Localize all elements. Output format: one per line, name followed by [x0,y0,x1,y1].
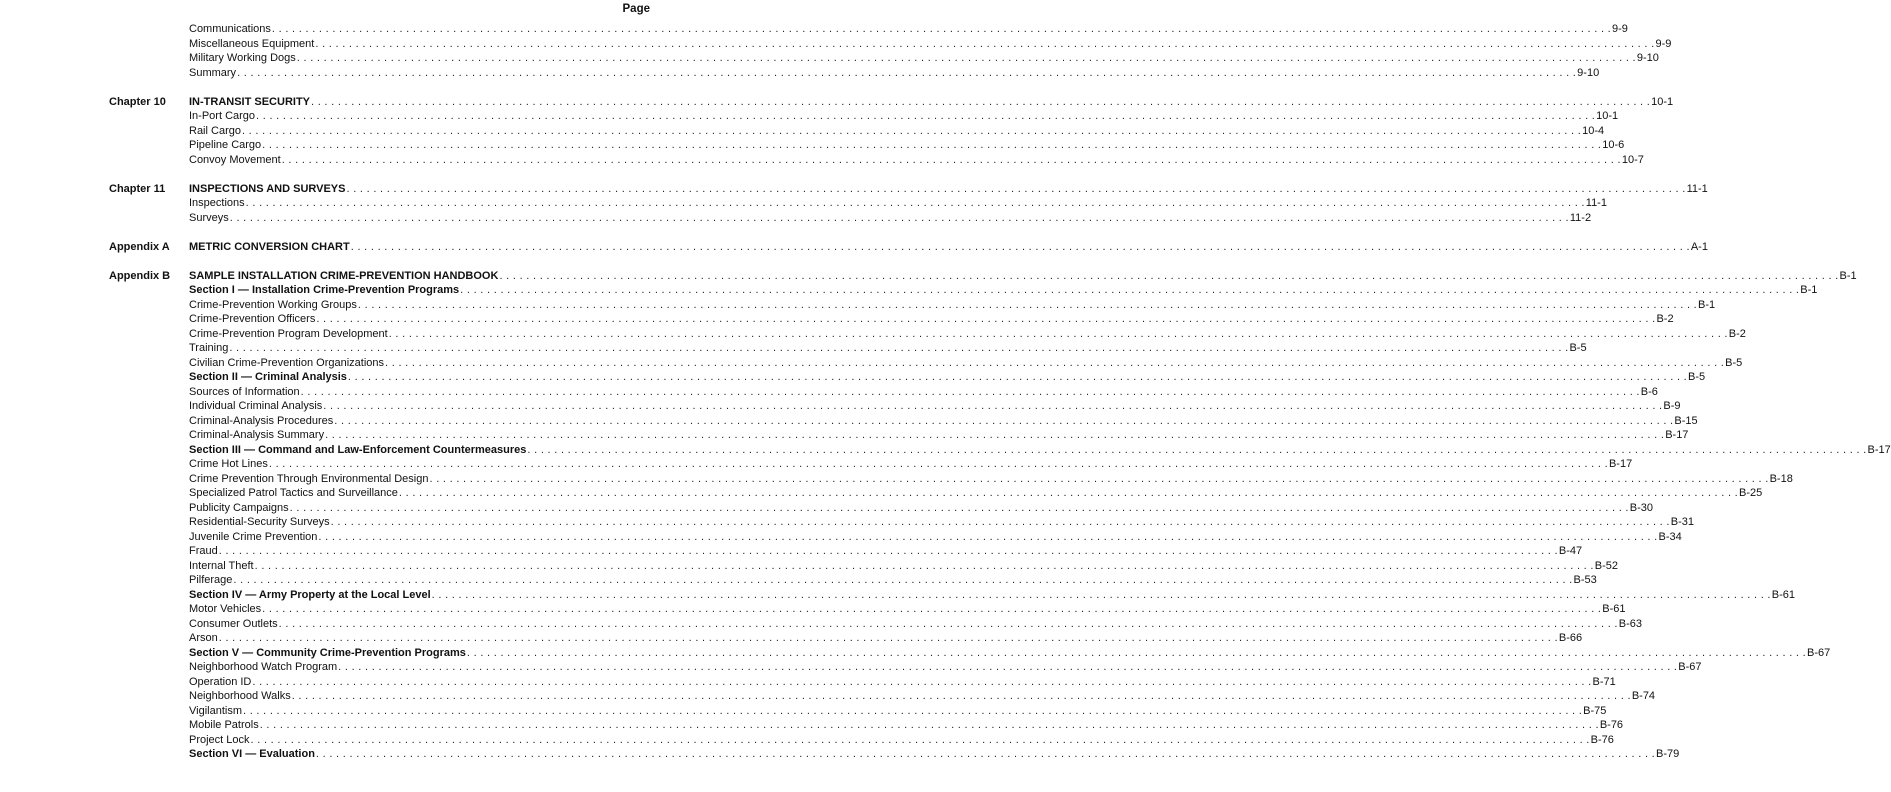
toc-entry-title: Training [189,342,229,354]
dot-leader: . . . . . . . . . . . . . . . . . . . . . . . . . . . . . . . . . . . . . . . . . . . . . . . . . . . . . . . . . . . . . . . . . . . . . . . . . . . . . . . . . . . . . . . . . . . . . . . . . . . . . . . . . . . . . . . . . . . . . . . . . . . . . . . . . . . . . . . . . . . . . . . . . . . . . . . . . . . . . . . . . . . . . . . . . . . . . . . . . . . . . . . . . . . . . . . . . . . . . . . . [323,400,1663,412]
toc-entry-body [189,341,1587,356]
toc-entry-title: Communications [189,23,271,35]
toc-group [0,182,1708,226]
toc-entry-page: B-63 [1618,617,1643,630]
toc-entry [0,240,1708,255]
toc-entry-body [189,675,1616,690]
toc-entry-title: Internal Theft [189,559,254,572]
dot-leader: . . . . . . . . . . . . . . . . . . . . . . . . . . . . . . . . . . . . . . . . . . . . . . . . . . . . . . . . . . . . . . . . . . . . . . . . . . . . . . . . . . . . . . . . . . . . . . . . . . . . . . . . . . . . . . . . . . . . . . . . . . . . . . . . . . . . . . . . . . . . . . . . . . . . . . . . . . . . . . . . . . . . . . . . . . . . . . . . . . . . . . . . . . . . . . . . . . . . . . . . [281,153,1621,166]
toc-entry-page: B-67 [1807,646,1831,659]
dot-leader: . . . . . . . . . . . . . . . . . . . . . . . . . . . . . . . . . . . . . . . . . . . . . . . . . . . . . . . . . . . . . . . . . . . . . . . . . . . . . . . . . . . . . . . . . . . . . . . . . . . . . . . . . . . . . . . . . . . . . . . . . . . . . . . . . . . . . . . . . . . . . . . . . . . . . . . . . . . . . . . . . . . . . . . . . . . . . . . . . . . . . . . . . . . . . . . . . . . . . . . . [262,139,1602,151]
toc-entry-title: Criminal-Analysis Procedures [189,414,334,427]
toc-entry-page: B-79 [1656,748,1680,760]
toc-entry [0,211,1592,226]
toc-entry-page: B-2 [1728,327,1746,340]
toc-entry-body [189,486,1763,501]
toc-entry-body [189,501,1654,516]
toc-entry-body [189,559,1618,574]
toc-entry-title: Section I — Installation Crime-Prevention Programs [189,284,460,296]
dot-leader: . . . . . . . . . . . . . . . . . . . . . . . . . . . . . . . . . . . . . . . . . . . . . . . . . . . . . . . . . . . . . . . . . . . . . . . . . . . . . . . . . . . . . . . . . . . . . . . . . . . . . . . . . . . . . . . . . . . . . . . . . . . . . . . . . . . . . . . . . . . . . . . . . . . . . . . . . . . . . . . . . . . . . . . . . . . . . . . . . . . . . . . . . . . . . . . . . . . . . . . . [350,240,1690,253]
toc-entry-body [189,617,1643,632]
dot-leader: . . . . . . . . . . . . . . . . . . . . . . . . . . . . . . . . . . . . . . . . . . . . . . . . . . . . . . . . . . . . . . . . . . . . . . . . . . . . . . . . . . . . . . . . . . . . . . . . . . . . . . . . . . . . . . . . . . . . . . . . . . . . . . . . . . . . . . . . . . . . . . . . . . . . . . . . . . . . . . . . . . . . . . . . . . . . . . . . . . . . . . . . . . . . . . . . . . . . . . . . [268,458,1608,470]
toc-entry-title: In-Port Cargo [189,110,256,122]
toc-entry-page: B-1 [1800,284,1818,296]
toc-entry-page: B-15 [1674,414,1698,427]
toc-entry-page: B-1 [1698,298,1716,311]
toc-entry-title: Crime Prevention Through Environmental Design [189,472,429,485]
toc-entry-body [189,399,1681,414]
toc-entry-title: SAMPLE INSTALLATION CRIME-PREVENTION HANDBOOK [189,269,499,282]
dot-leader: . . . . . . . . . . . . . . . . . . . . . . . . . . . . . . . . . . . . . . . . . . . . . . . . . . . . . . . . . . . . . . . . . . . . . . . . . . . . . . . . . . . . . . . . . . . . . . . . . . . . . . . . . . . . . . . . . . . . . . . . . . . . . . . . . . . . . . . . . . . . . . . . . . . . . . . . . . . . . . . . . . . . . . . . . . . . . . . . . . . . . . . . . . . . . . . . . . . . . . . . [315,37,1655,50]
toc-entry [0,370,1706,385]
toc-entry [0,428,1689,443]
toc-entry-title: Convoy Movement [189,153,281,166]
toc-entry [0,443,1891,458]
toc-entry [0,138,1625,153]
toc-entry-page: B-76 [1590,733,1614,746]
toc-entry-page: B-66 [1558,632,1583,644]
toc-entry-body [189,37,1672,52]
toc-entry-title: Military Working Dogs [189,52,296,64]
toc-entry-page: 10-1 [1596,110,1619,122]
toc-entry [0,109,1619,124]
toc-entry [0,153,1644,168]
toc-entry-body [189,573,1597,588]
toc-group [0,269,1891,762]
toc-entry-body [189,457,1633,472]
toc-entry-title: INSPECTIONS AND SURVEYS [189,182,346,195]
dot-leader: . . . . . . . . . . . . . . . . . . . . . . . . . . . . . . . . . . . . . . . . . . . . . . . . . . . . . . . . . . . . . . . . . . . . . . . . . . . . . . . . . . . . . . . . . . . . . . . . . . . . . . . . . . . . . . . . . . . . . . . . . . . . . . . . . . . . . . . . . . . . . . . . . . . . . . . . . . . . . . . . . . . . . . . . . . . . . . . . . . . . . . . . . . . . . . . . . . . . . . . . [291,690,1631,702]
toc-entry-page: 9-10 [1636,52,1659,64]
toc-entry-body [189,530,1682,545]
toc-entry-title: Arson [189,632,218,644]
toc-entry [0,196,1607,211]
toc-entry-title: Residential-Security Surveys [189,516,330,528]
toc-entry [0,675,1616,690]
toc-entry-body [189,631,1583,646]
toc-entry [0,486,1763,501]
toc-entry-title: Crime-Prevention Working Groups [189,298,357,311]
toc-entry-body [189,544,1583,559]
toc-entry-title: Section V — Community Crime-Prevention Programs [189,646,466,659]
page-column-header: Page [622,3,650,15]
dot-leader: . . . . . . . . . . . . . . . . . . . . . . . . . . . . . . . . . . . . . . . . . . . . . . . . . . . . . . . . . . . . . . . . . . . . . . . . . . . . . . . . . . . . . . . . . . . . . . . . . . . . . . . . . . . . . . . . . . . . . . . . . . . . . . . . . . . . . . . . . . . . . . . . . . . . . . . . . . . . . . . . . . . . . . . . . . . . . . . . . . . . . . . . . . . . . . . . . . . . . . . . [243,704,1583,717]
toc-entry-page: B-47 [1558,545,1583,557]
toc-entry-page: B-76 [1599,719,1624,731]
toc-entry-page: 10-4 [1582,124,1605,137]
toc-entry-page: B-6 [1640,385,1658,398]
toc-entry-title: Civilian Crime-Prevention Organizations [189,356,385,369]
toc-entry-body [189,211,1592,226]
toc-entry-body [189,472,1793,487]
toc-entry [0,530,1682,545]
toc-entry [0,283,1818,298]
toc-entry-title: Summary [189,66,237,79]
toc-entry-body [189,428,1689,443]
toc-entry [0,573,1597,588]
toc-entry [0,631,1583,646]
toc-entry [0,95,1674,110]
toc-entry-body [189,689,1656,704]
toc-entry [0,515,1694,530]
toc-entry-page: B-17 [1867,443,1891,456]
toc-entry-title: Crime-Prevention Program Development [189,327,388,340]
dot-leader: . . . . . . . . . . . . . . . . . . . . . . . . . . . . . . . . . . . . . . . . . . . . . . . . . . . . . . . . . . . . . . . . . . . . . . . . . . . . . . . . . . . . . . . . . . . . . . . . . . . . . . . . . . . . . . . . . . . . . . . . . . . . . . . . . . . . . . . . . . . . . . . . . . . . . . . . . . . . . . . . . . . . . . . . . . . . . . . . . . . . . . . . . . . . . . . . . . . . . . . . [527,443,1867,456]
toc-entry-title: Publicity Campaigns [189,501,289,514]
toc-entry-body [189,385,1658,400]
dot-leader: . . . . . . . . . . . . . . . . . . . . . . . . . . . . . . . . . . . . . . . . . . . . . . . . . . . . . . . . . . . . . . . . . . . . . . . . . . . . . . . . . . . . . . . . . . . . . . . . . . . . . . . . . . . . . . . . . . . . . . . . . . . . . . . . . . . . . . . . . . . . . . . . . . . . . . . . . . . . . . . . . . . . . . . . . . . . . . . . . . . . . . . . . . . . . . . . . . . . . . . . [289,501,1629,514]
toc-entry-body [189,356,1743,371]
toc-entry [0,124,1605,139]
dot-leader: . . . . . . . . . . . . . . . . . . . . . . . . . . . . . . . . . . . . . . . . . . . . . . . . . . . . . . . . . . . . . . . . . . . . . . . . . . . . . . . . . . . . . . . . . . . . . . . . . . . . . . . . . . . . . . . . . . . . . . . . . . . . . . . . . . . . . . . . . . . . . . . . . . . . . . . . . . . . . . . . . . . . . . . . . . . . . . . . . . . . . . . . . . . . . . . . . . . . . . . . [233,574,1573,586]
toc-entry [0,646,1831,661]
toc-entry-title: Neighborhood Walks [189,690,291,702]
toc-entry-body [189,283,1818,298]
toc-entry-page: 9-10 [1577,66,1600,79]
toc-entry-page: 11-1 [1686,182,1708,195]
dot-leader: . . . . . . . . . . . . . . . . . . . . . . . . . . . . . . . . . . . . . . . . . . . . . . . . . . . . . . . . . . . . . . . . . . . . . . . . . . . . . . . . . . . . . . . . . . . . . . . . . . . . . . . . . . . . . . . . . . . . . . . . . . . . . . . . . . . . . . . . . . . . . . . . . . . . . . . . . . . . . . . . . . . . . . . . . . . . . . . . . . . . . . . . . . . . . . . . . . . . . . . . [229,211,1569,224]
toc-entry [0,341,1587,356]
toc-entry-page: B-75 [1583,704,1607,717]
dot-leader: . . . . . . . . . . . . . . . . . . . . . . . . . . . . . . . . . . . . . . . . . . . . . . . . . . . . . . . . . . . . . . . . . . . . . . . . . . . . . . . . . . . . . . . . . . . . . . . . . . . . . . . . . . . . . . . . . . . . . . . . . . . . . . . . . . . . . . . . . . . . . . . . . . . . . . . . . . . . . . . . . . . . . . . . . . . . . . . . . . . . . . . . . . . . . . . . . . . . . . . . [460,284,1800,296]
toc-entry-page: B-52 [1594,559,1618,572]
toc-entry-body [189,95,1674,110]
toc-entry [0,602,1626,617]
toc-division-label: Chapter 11 [109,182,166,195]
dot-leader: . . . . . . . . . . . . . . . . . . . . . . . . . . . . . . . . . . . . . . . . . . . . . . . . . . . . . . . . . . . . . . . . . . . . . . . . . . . . . . . . . . . . . . . . . . . . . . . . . . . . . . . . . . . . . . . . . . . . . . . . . . . . . . . . . . . . . . . . . . . . . . . . . . . . . . . . . . . . . . . . . . . . . . . . . . . . . . . . . . . . . . . . . . . . . . . . . . . . . . . . [338,661,1678,673]
toc-entry-page: B-61 [1771,588,1796,601]
toc-group [0,95,1674,168]
toc-entry [0,356,1743,371]
dot-leader: . . . . . . . . . . . . . . . . . . . . . . . . . . . . . . . . . . . . . . . . . . . . . . . . . . . . . . . . . . . . . . . . . . . . . . . . . . . . . . . . . . . . . . . . . . . . . . . . . . . . . . . . . . . . . . . . . . . . . . . . . . . . . . . . . . . . . . . . . . . . . . . . . . . . . . . . . . . . . . . . . . . . . . . . . . . . . . . . . . . . . . . . . . . . . . . . . . . . . . . . [388,327,1728,340]
dot-leader: . . . . . . . . . . . . . . . . . . . . . . . . . . . . . . . . . . . . . . . . . . . . . . . . . . . . . . . . . . . . . . . . . . . . . . . . . . . . . . . . . . . . . . . . . . . . . . . . . . . . . . . . . . . . . . . . . . . . . . . . . . . . . . . . . . . . . . . . . . . . . . . . . . . . . . . . . . . . . . . . . . . . . . . . . . . . . . . . . . . . . . . . . . . . . . . . . . . . . . . . [429,472,1769,485]
toc-entry [0,182,1708,197]
toc-entry-page: B-61 [1602,603,1626,615]
dot-leader: . . . . . . . . . . . . . . . . . . . . . . . . . . . . . . . . . . . . . . . . . . . . . . . . . . . . . . . . . . . . . . . . . . . . . . . . . . . . . . . . . . . . . . . . . . . . . . . . . . . . . . . . . . . . . . . . . . . . . . . . . . . . . . . . . . . . . . . . . . . . . . . . . . . . . . . . . . . . . . . . . . . . . . . . . . . . . . . . . . . . . . . . . . . . . . . . . . . . . . . . [385,356,1725,369]
toc-entry [0,327,1746,342]
toc-entry [0,660,1702,675]
toc-entry [0,689,1656,704]
toc-entry [0,298,1716,313]
toc-entry-body [189,370,1706,385]
toc-entry [0,501,1654,516]
dot-leader: . . . . . . . . . . . . . . . . . . . . . . . . . . . . . . . . . . . . . . . . . . . . . . . . . . . . . . . . . . . . . . . . . . . . . . . . . . . . . . . . . . . . . . . . . . . . . . . . . . . . . . . . . . . . . . . . . . . . . . . . . . . . . . . . . . . . . . . . . . . . . . . . . . . . . . . . . . . . . . . . . . . . . . . . . . . . . . . . . . . . . . . . . . . . . . . . . . . . . . . . [229,342,1569,354]
toc-entry [0,269,1857,284]
table-of-contents [0,22,1891,776]
dot-leader: . . . . . . . . . . . . . . . . . . . . . . . . . . . . . . . . . . . . . . . . . . . . . . . . . . . . . . . . . . . . . . . . . . . . . . . . . . . . . . . . . . . . . . . . . . . . . . . . . . . . . . . . . . . . . . . . . . . . . . . . . . . . . . . . . . . . . . . . . . . . . . . . . . . . . . . . . . . . . . . . . . . . . . . . . . . . . . . . . . . . . . . . . . . . . . . . . . . . . . . . [357,298,1698,311]
toc-group [0,240,1708,255]
toc-entry-body [189,153,1644,168]
toc-entry-body [189,704,1607,719]
toc-entry-page: B-71 [1592,675,1616,688]
toc-entry-body [189,22,1628,37]
toc-entry-title: Section IV — Army Property at the Local Level [189,588,431,601]
toc-entry-body [189,327,1746,342]
toc-entry [0,414,1698,429]
toc-entry [0,747,1680,762]
dot-leader: . . . . . . . . . . . . . . . . . . . . . . . . . . . . . . . . . . . . . . . . . . . . . . . . . . . . . . . . . . . . . . . . . . . . . . . . . . . . . . . . . . . . . . . . . . . . . . . . . . . . . . . . . . . . . . . . . . . . . . . . . . . . . . . . . . . . . . . . . . . . . . . . . . . . . . . . . . . . . . . . . . . . . . . . . . . . . . . . . . . . . . . . . . . . . . . . . . . . . . . . [346,182,1686,195]
dot-leader: . . . . . . . . . . . . . . . . . . . . . . . . . . . . . . . . . . . . . . . . . . . . . . . . . . . . . . . . . . . . . . . . . . . . . . . . . . . . . . . . . . . . . . . . . . . . . . . . . . . . . . . . . . . . . . . . . . . . . . . . . . . . . . . . . . . . . . . . . . . . . . . . . . . . . . . . . . . . . . . . . . . . . . . . . . . . . . . . . . . . . . . . . . . . . . . . . . . . . . . . [245,197,1585,209]
toc-entry-body [189,515,1694,530]
toc-entry-page: 10-6 [1602,139,1625,151]
toc-entry-title: Crime-Prevention Officers [189,313,316,325]
toc-entry-body [189,312,1674,327]
toc-entry-page: B-34 [1658,530,1682,543]
dot-leader: . . . . . . . . . . . . . . . . . . . . . . . . . . . . . . . . . . . . . . . . . . . . . . . . . . . . . . . . . . . . . . . . . . . . . . . . . . . . . . . . . . . . . . . . . . . . . . . . . . . . . . . . . . . . . . . . . . . . . . . . . . . . . . . . . . . . . . . . . . . . . . . . . . . . . . . . . . . . . . . . . . . . . . . . . . . . . . . . . . . . . . . . . . . . . . . . . . . . . . . . [315,748,1656,760]
toc-entry [0,472,1793,487]
dot-leader: . . . . . . . . . . . . . . . . . . . . . . . . . . . . . . . . . . . . . . . . . . . . . . . . . . . . . . . . . . . . . . . . . . . . . . . . . . . . . . . . . . . . . . . . . . . . . . . . . . . . . . . . . . . . . . . . . . . . . . . . . . . . . . . . . . . . . . . . . . . . . . . . . . . . . . . . . . . . . . . . . . . . . . . . . . . . . . . . . . . . . . . . . . . . . . . . . . . . . . . . [218,632,1558,644]
dot-leader: . . . . . . . . . . . . . . . . . . . . . . . . . . . . . . . . . . . . . . . . . . . . . . . . . . . . . . . . . . . . . . . . . . . . . . . . . . . . . . . . . . . . . . . . . . . . . . . . . . . . . . . . . . . . . . . . . . . . . . . . . . . . . . . . . . . . . . . . . . . . . . . . . . . . . . . . . . . . . . . . . . . . . . . . . . . . . . . . . . . . . . . . . . . . . . . . . . . . . . . . [296,52,1636,64]
toc-entry-title: Pilferage [189,574,233,586]
toc-entry-title: Specialized Patrol Tactics and Surveillance [189,487,398,499]
toc-entry-page: 9-9 [1612,23,1628,35]
dot-leader: . . . . . . . . . . . . . . . . . . . . . . . . . . . . . . . . . . . . . . . . . . . . . . . . . . . . . . . . . . . . . . . . . . . . . . . . . . . . . . . . . . . . . . . . . . . . . . . . . . . . . . . . . . . . . . . . . . . . . . . . . . . . . . . . . . . . . . . . . . . . . . . . . . . . . . . . . . . . . . . . . . . . . . . . . . . . . . . . . . . . . . . . . . . . . . . . . . . . . . . . [431,588,1771,601]
toc-entry-page: B-53 [1573,574,1597,586]
toc-entry-page: 10-1 [1651,95,1674,108]
dot-leader: . . . . . . . . . . . . . . . . . . . . . . . . . . . . . . . . . . . . . . . . . . . . . . . . . . . . . . . . . . . . . . . . . . . . . . . . . . . . . . . . . . . . . . . . . . . . . . . . . . . . . . . . . . . . . . . . . . . . . . . . . . . . . . . . . . . . . . . . . . . . . . . . . . . . . . . . . . . . . . . . . . . . . . . . . . . . . . . . . . . . . . . . . . . . . . . . . . . . . . . . [316,313,1656,325]
dot-leader: . . . . . . . . . . . . . . . . . . . . . . . . . . . . . . . . . . . . . . . . . . . . . . . . . . . . . . . . . . . . . . . . . . . . . . . . . . . . . . . . . . . . . . . . . . . . . . . . . . . . . . . . . . . . . . . . . . . . . . . . . . . . . . . . . . . . . . . . . . . . . . . . . . . . . . . . . . . . . . . . . . . . . . . . . . . . . . . . . . . . . . . . . . . . . . . . . . . . . . . . [271,23,1612,35]
toc-entry-title: IN-TRANSIT SECURITY [189,95,310,108]
toc-entry-body [189,298,1716,313]
toc-entry-title: Section II — Criminal Analysis [189,371,347,383]
toc-division-label: Appendix B [109,269,171,282]
toc-entry-title: Section III — Command and Law-Enforcement Countermeasures [189,443,527,456]
toc-entry-title: Rail Cargo [189,124,241,137]
toc-entry-page: B-74 [1631,690,1656,702]
dot-leader: . . . . . . . . . . . . . . . . . . . . . . . . . . . . . . . . . . . . . . . . . . . . . . . . . . . . . . . . . . . . . . . . . . . . . . . . . . . . . . . . . . . . . . . . . . . . . . . . . . . . . . . . . . . . . . . . . . . . . . . . . . . . . . . . . . . . . . . . . . . . . . . . . . . . . . . . . . . . . . . . . . . . . . . . . . . . . . . . . . . . . . . . . . . . . . . . . . . . . . . . [311,95,1651,108]
toc-entry [0,704,1607,719]
toc-entry [0,457,1633,472]
toc-entry-page: B-5 [1688,371,1706,383]
dot-leader: . . . . . . . . . . . . . . . . . . . . . . . . . . . . . . . . . . . . . . . . . . . . . . . . . . . . . . . . . . . . . . . . . . . . . . . . . . . . . . . . . . . . . . . . . . . . . . . . . . . . . . . . . . . . . . . . . . . . . . . . . . . . . . . . . . . . . . . . . . . . . . . . . . . . . . . . . . . . . . . . . . . . . . . . . . . . . . . . . . . . . . . . . . . . . . . . . . . . . . . . [398,487,1739,499]
toc-entry-page: 11-1 [1585,197,1607,209]
toc-division-label: Chapter 10 [109,95,166,108]
toc-entry [0,544,1583,559]
toc-entry-title: Crime Hot Lines [189,458,268,470]
toc-entry-body [189,182,1708,197]
toc-entry [0,385,1658,400]
dot-leader: . . . . . . . . . . . . . . . . . . . . . . . . . . . . . . . . . . . . . . . . . . . . . . . . . . . . . . . . . . . . . . . . . . . . . . . . . . . . . . . . . . . . . . . . . . . . . . . . . . . . . . . . . . . . . . . . . . . . . . . . . . . . . . . . . . . . . . . . . . . . . . . . . . . . . . . . . . . . . . . . . . . . . . . . . . . . . . . . . . . . . . . . . . . . . . . . . . . . . . . . [254,559,1594,572]
toc-entry-page: B-17 [1608,458,1633,470]
dot-leader: . . . . . . . . . . . . . . . . . . . . . . . . . . . . . . . . . . . . . . . . . . . . . . . . . . . . . . . . . . . . . . . . . . . . . . . . . . . . . . . . . . . . . . . . . . . . . . . . . . . . . . . . . . . . . . . . . . . . . . . . . . . . . . . . . . . . . . . . . . . . . . . . . . . . . . . . . . . . . . . . . . . . . . . . . . . . . . . . . . . . . . . . . . . . . . . . . . . . . . . . [262,603,1602,615]
toc-entry-page: B-31 [1670,516,1694,528]
toc-entry-page: B-5 [1569,342,1587,354]
toc-entry [0,617,1643,632]
toc-entry-title: Criminal-Analysis Summary [189,429,325,441]
dot-leader: . . . . . . . . . . . . . . . . . . . . . . . . . . . . . . . . . . . . . . . . . . . . . . . . . . . . . . . . . . . . . . . . . . . . . . . . . . . . . . . . . . . . . . . . . . . . . . . . . . . . . . . . . . . . . . . . . . . . . . . . . . . . . . . . . . . . . . . . . . . . . . . . . . . . . . . . . . . . . . . . . . . . . . . . . . . . . . . . . . . . . . . . . . . . . . . . . . . . . . . . [318,530,1658,543]
dot-leader: . . . . . . . . . . . . . . . . . . . . . . . . . . . . . . . . . . . . . . . . . . . . . . . . . . . . . . . . . . . . . . . . . . . . . . . . . . . . . . . . . . . . . . . . . . . . . . . . . . . . . . . . . . . . . . . . . . . . . . . . . . . . . . . . . . . . . . . . . . . . . . . . . . . . . . . . . . . . . . . . . . . . . . . . . . . . . . . . . . . . . . . . . . . . . . . . . . . . . . . . [278,617,1618,630]
toc-entry [0,312,1674,327]
toc-entry [0,733,1614,748]
toc-group [0,22,1672,80]
toc-entry-page: B-67 [1678,661,1702,673]
toc-entry-title: Operation ID [189,675,252,688]
toc-entry-title: Sources of Information [189,385,300,398]
toc-entry [0,559,1618,574]
toc-entry [0,37,1672,52]
toc-entry-page: B-17 [1665,429,1689,441]
toc-entry-title: Project Lock [189,733,250,746]
toc-entry-page: B-9 [1663,400,1681,412]
toc-entry-page: B-25 [1739,487,1763,499]
toc-entry-title: Mobile Patrols [189,719,259,731]
dot-leader: . . . . . . . . . . . . . . . . . . . . . . . . . . . . . . . . . . . . . . . . . . . . . . . . . . . . . . . . . . . . . . . . . . . . . . . . . . . . . . . . . . . . . . . . . . . . . . . . . . . . . . . . . . . . . . . . . . . . . . . . . . . . . . . . . . . . . . . . . . . . . . . . . . . . . . . . . . . . . . . . . . . . . . . . . . . . . . . . . . . . . . . . . . . . . . . . . . . . . . . . [466,646,1806,659]
dot-leader: . . . . . . . . . . . . . . . . . . . . . . . . . . . . . . . . . . . . . . . . . . . . . . . . . . . . . . . . . . . . . . . . . . . . . . . . . . . . . . . . . . . . . . . . . . . . . . . . . . . . . . . . . . . . . . . . . . . . . . . . . . . . . . . . . . . . . . . . . . . . . . . . . . . . . . . . . . . . . . . . . . . . . . . . . . . . . . . . . . . . . . . . . . . . . . . . . . . . . . . . [499,269,1839,282]
toc-entry [0,718,1624,733]
toc-entry-title: Vigilantism [189,704,242,717]
toc-entry-page: B-2 [1656,313,1674,325]
toc-entry-title: Inspections [189,197,245,209]
toc-entry-page: B-30 [1629,501,1654,514]
dot-leader: . . . . . . . . . . . . . . . . . . . . . . . . . . . . . . . . . . . . . . . . . . . . . . . . . . . . . . . . . . . . . . . . . . . . . . . . . . . . . . . . . . . . . . . . . . . . . . . . . . . . . . . . . . . . . . . . . . . . . . . . . . . . . . . . . . . . . . . . . . . . . . . . . . . . . . . . . . . . . . . . . . . . . . . . . . . . . . . . . . . . . . . . . . . . . . . . . . . . . . . . [347,371,1688,383]
toc-entry-title: Consumer Outlets [189,617,278,630]
toc-entry [0,51,1659,66]
dot-leader: . . . . . . . . . . . . . . . . . . . . . . . . . . . . . . . . . . . . . . . . . . . . . . . . . . . . . . . . . . . . . . . . . . . . . . . . . . . . . . . . . . . . . . . . . . . . . . . . . . . . . . . . . . . . . . . . . . . . . . . . . . . . . . . . . . . . . . . . . . . . . . . . . . . . . . . . . . . . . . . . . . . . . . . . . . . . . . . . . . . . . . . . . . . . . . . . . . . . . . . . [334,414,1674,427]
toc-entry-body [189,196,1607,211]
toc-entry-body [189,718,1624,733]
dot-leader: . . . . . . . . . . . . . . . . . . . . . . . . . . . . . . . . . . . . . . . . . . . . . . . . . . . . . . . . . . . . . . . . . . . . . . . . . . . . . . . . . . . . . . . . . . . . . . . . . . . . . . . . . . . . . . . . . . . . . . . . . . . . . . . . . . . . . . . . . . . . . . . . . . . . . . . . . . . . . . . . . . . . . . . . . . . . . . . . . . . . . . . . . . . . . . . . . . . . . . . . [259,719,1599,731]
dot-leader: . . . . . . . . . . . . . . . . . . . . . . . . . . . . . . . . . . . . . . . . . . . . . . . . . . . . . . . . . . . . . . . . . . . . . . . . . . . . . . . . . . . . . . . . . . . . . . . . . . . . . . . . . . . . . . . . . . . . . . . . . . . . . . . . . . . . . . . . . . . . . . . . . . . . . . . . . . . . . . . . . . . . . . . . . . . . . . . . . . . . . . . . . . . . . . . . . . . . . . . . [218,545,1558,557]
toc-entry-title: Surveys [189,211,229,224]
toc-entry-title: Motor Vehicles [189,603,262,615]
toc-entry-title: Pipeline Cargo [189,139,262,151]
toc-entry-page: B-18 [1769,472,1793,485]
toc-entry-body [189,269,1857,284]
toc-entry-title: METRIC CONVERSION CHART [189,240,350,253]
toc-entry [0,399,1681,414]
toc-entry-page: B-5 [1725,356,1743,369]
dot-leader: . . . . . . . . . . . . . . . . . . . . . . . . . . . . . . . . . . . . . . . . . . . . . . . . . . . . . . . . . . . . . . . . . . . . . . . . . . . . . . . . . . . . . . . . . . . . . . . . . . . . . . . . . . . . . . . . . . . . . . . . . . . . . . . . . . . . . . . . . . . . . . . . . . . . . . . . . . . . . . . . . . . . . . . . . . . . . . . . . . . . . . . . . . . . . . . . . . . . . . . . [330,516,1670,528]
toc-entry-title: Juvenile Crime Prevention [189,530,318,543]
dot-leader: . . . . . . . . . . . . . . . . . . . . . . . . . . . . . . . . . . . . . . . . . . . . . . . . . . . . . . . . . . . . . . . . . . . . . . . . . . . . . . . . . . . . . . . . . . . . . . . . . . . . . . . . . . . . . . . . . . . . . . . . . . . . . . . . . . . . . . . . . . . . . . . . . . . . . . . . . . . . . . . . . . . . . . . . . . . . . . . . . . . . . . . . . . . . . . . . . . . . . . . . [237,66,1577,79]
toc-entry-body [189,733,1614,748]
dot-leader: . . . . . . . . . . . . . . . . . . . . . . . . . . . . . . . . . . . . . . . . . . . . . . . . . . . . . . . . . . . . . . . . . . . . . . . . . . . . . . . . . . . . . . . . . . . . . . . . . . . . . . . . . . . . . . . . . . . . . . . . . . . . . . . . . . . . . . . . . . . . . . . . . . . . . . . . . . . . . . . . . . . . . . . . . . . . . . . . . . . . . . . . . . . . . . . . . . . . . . . . [252,675,1592,688]
toc-entry-body [189,747,1680,762]
toc-entry-page: 10-7 [1621,153,1644,166]
toc-entry-body [189,240,1708,255]
toc-entry-body [189,443,1891,458]
toc-entry-title: Neighborhood Watch Program [189,661,338,673]
dot-leader: . . . . . . . . . . . . . . . . . . . . . . . . . . . . . . . . . . . . . . . . . . . . . . . . . . . . . . . . . . . . . . . . . . . . . . . . . . . . . . . . . . . . . . . . . . . . . . . . . . . . . . . . . . . . . . . . . . . . . . . . . . . . . . . . . . . . . . . . . . . . . . . . . . . . . . . . . . . . . . . . . . . . . . . . . . . . . . . . . . . . . . . . . . . . . . . . . . . . . . . . [256,110,1596,122]
dot-leader: . . . . . . . . . . . . . . . . . . . . . . . . . . . . . . . . . . . . . . . . . . . . . . . . . . . . . . . . . . . . . . . . . . . . . . . . . . . . . . . . . . . . . . . . . . . . . . . . . . . . . . . . . . . . . . . . . . . . . . . . . . . . . . . . . . . . . . . . . . . . . . . . . . . . . . . . . . . . . . . . . . . . . . . . . . . . . . . . . . . . . . . . . . . . . . . . . . . . . . . . [250,733,1590,746]
dot-leader: . . . . . . . . . . . . . . . . . . . . . . . . . . . . . . . . . . . . . . . . . . . . . . . . . . . . . . . . . . . . . . . . . . . . . . . . . . . . . . . . . . . . . . . . . . . . . . . . . . . . . . . . . . . . . . . . . . . . . . . . . . . . . . . . . . . . . . . . . . . . . . . . . . . . . . . . . . . . . . . . . . . . . . . . . . . . . . . . . . . . . . . . . . . . . . . . . . . . . . . . [325,429,1665,441]
toc-entry-title: Fraud [189,545,218,557]
toc-entry-page: B-1 [1839,269,1857,282]
toc-entry-body [189,414,1698,429]
toc-entry-body [189,646,1831,661]
dot-leader: . . . . . . . . . . . . . . . . . . . . . . . . . . . . . . . . . . . . . . . . . . . . . . . . . . . . . . . . . . . . . . . . . . . . . . . . . . . . . . . . . . . . . . . . . . . . . . . . . . . . . . . . . . . . . . . . . . . . . . . . . . . . . . . . . . . . . . . . . . . . . . . . . . . . . . . . . . . . . . . . . . . . . . . . . . . . . . . . . . . . . . . . . . . . . . . . . . . . . . . . [241,124,1582,137]
toc-entry [0,66,1600,81]
toc-entry-body [189,588,1796,603]
dot-leader: . . . . . . . . . . . . . . . . . . . . . . . . . . . . . . . . . . . . . . . . . . . . . . . . . . . . . . . . . . . . . . . . . . . . . . . . . . . . . . . . . . . . . . . . . . . . . . . . . . . . . . . . . . . . . . . . . . . . . . . . . . . . . . . . . . . . . . . . . . . . . . . . . . . . . . . . . . . . . . . . . . . . . . . . . . . . . . . . . . . . . . . . . . . . . . . . . . . . . . . . [300,385,1640,398]
toc-entry-body [189,124,1605,139]
toc-entry [0,22,1628,37]
toc-entry-page: A-1 [1690,240,1708,253]
toc-entry-page: 11-2 [1569,211,1592,224]
toc-entry-title: Individual Criminal Analysis [189,400,323,412]
toc-entry-body [189,602,1626,617]
toc-entry-page: 9-9 [1655,37,1672,50]
toc-entry-body [189,51,1659,66]
toc-entry-body [189,109,1619,124]
toc-entry-body [189,66,1600,81]
toc-entry-title: Miscellaneous Equipment [189,37,315,50]
toc-entry-body [189,138,1625,153]
toc-entry-body [189,660,1702,675]
toc-entry-title: Section VI — Evaluation [189,748,315,760]
toc-entry [0,588,1796,603]
toc-division-label: Appendix A [109,240,170,253]
